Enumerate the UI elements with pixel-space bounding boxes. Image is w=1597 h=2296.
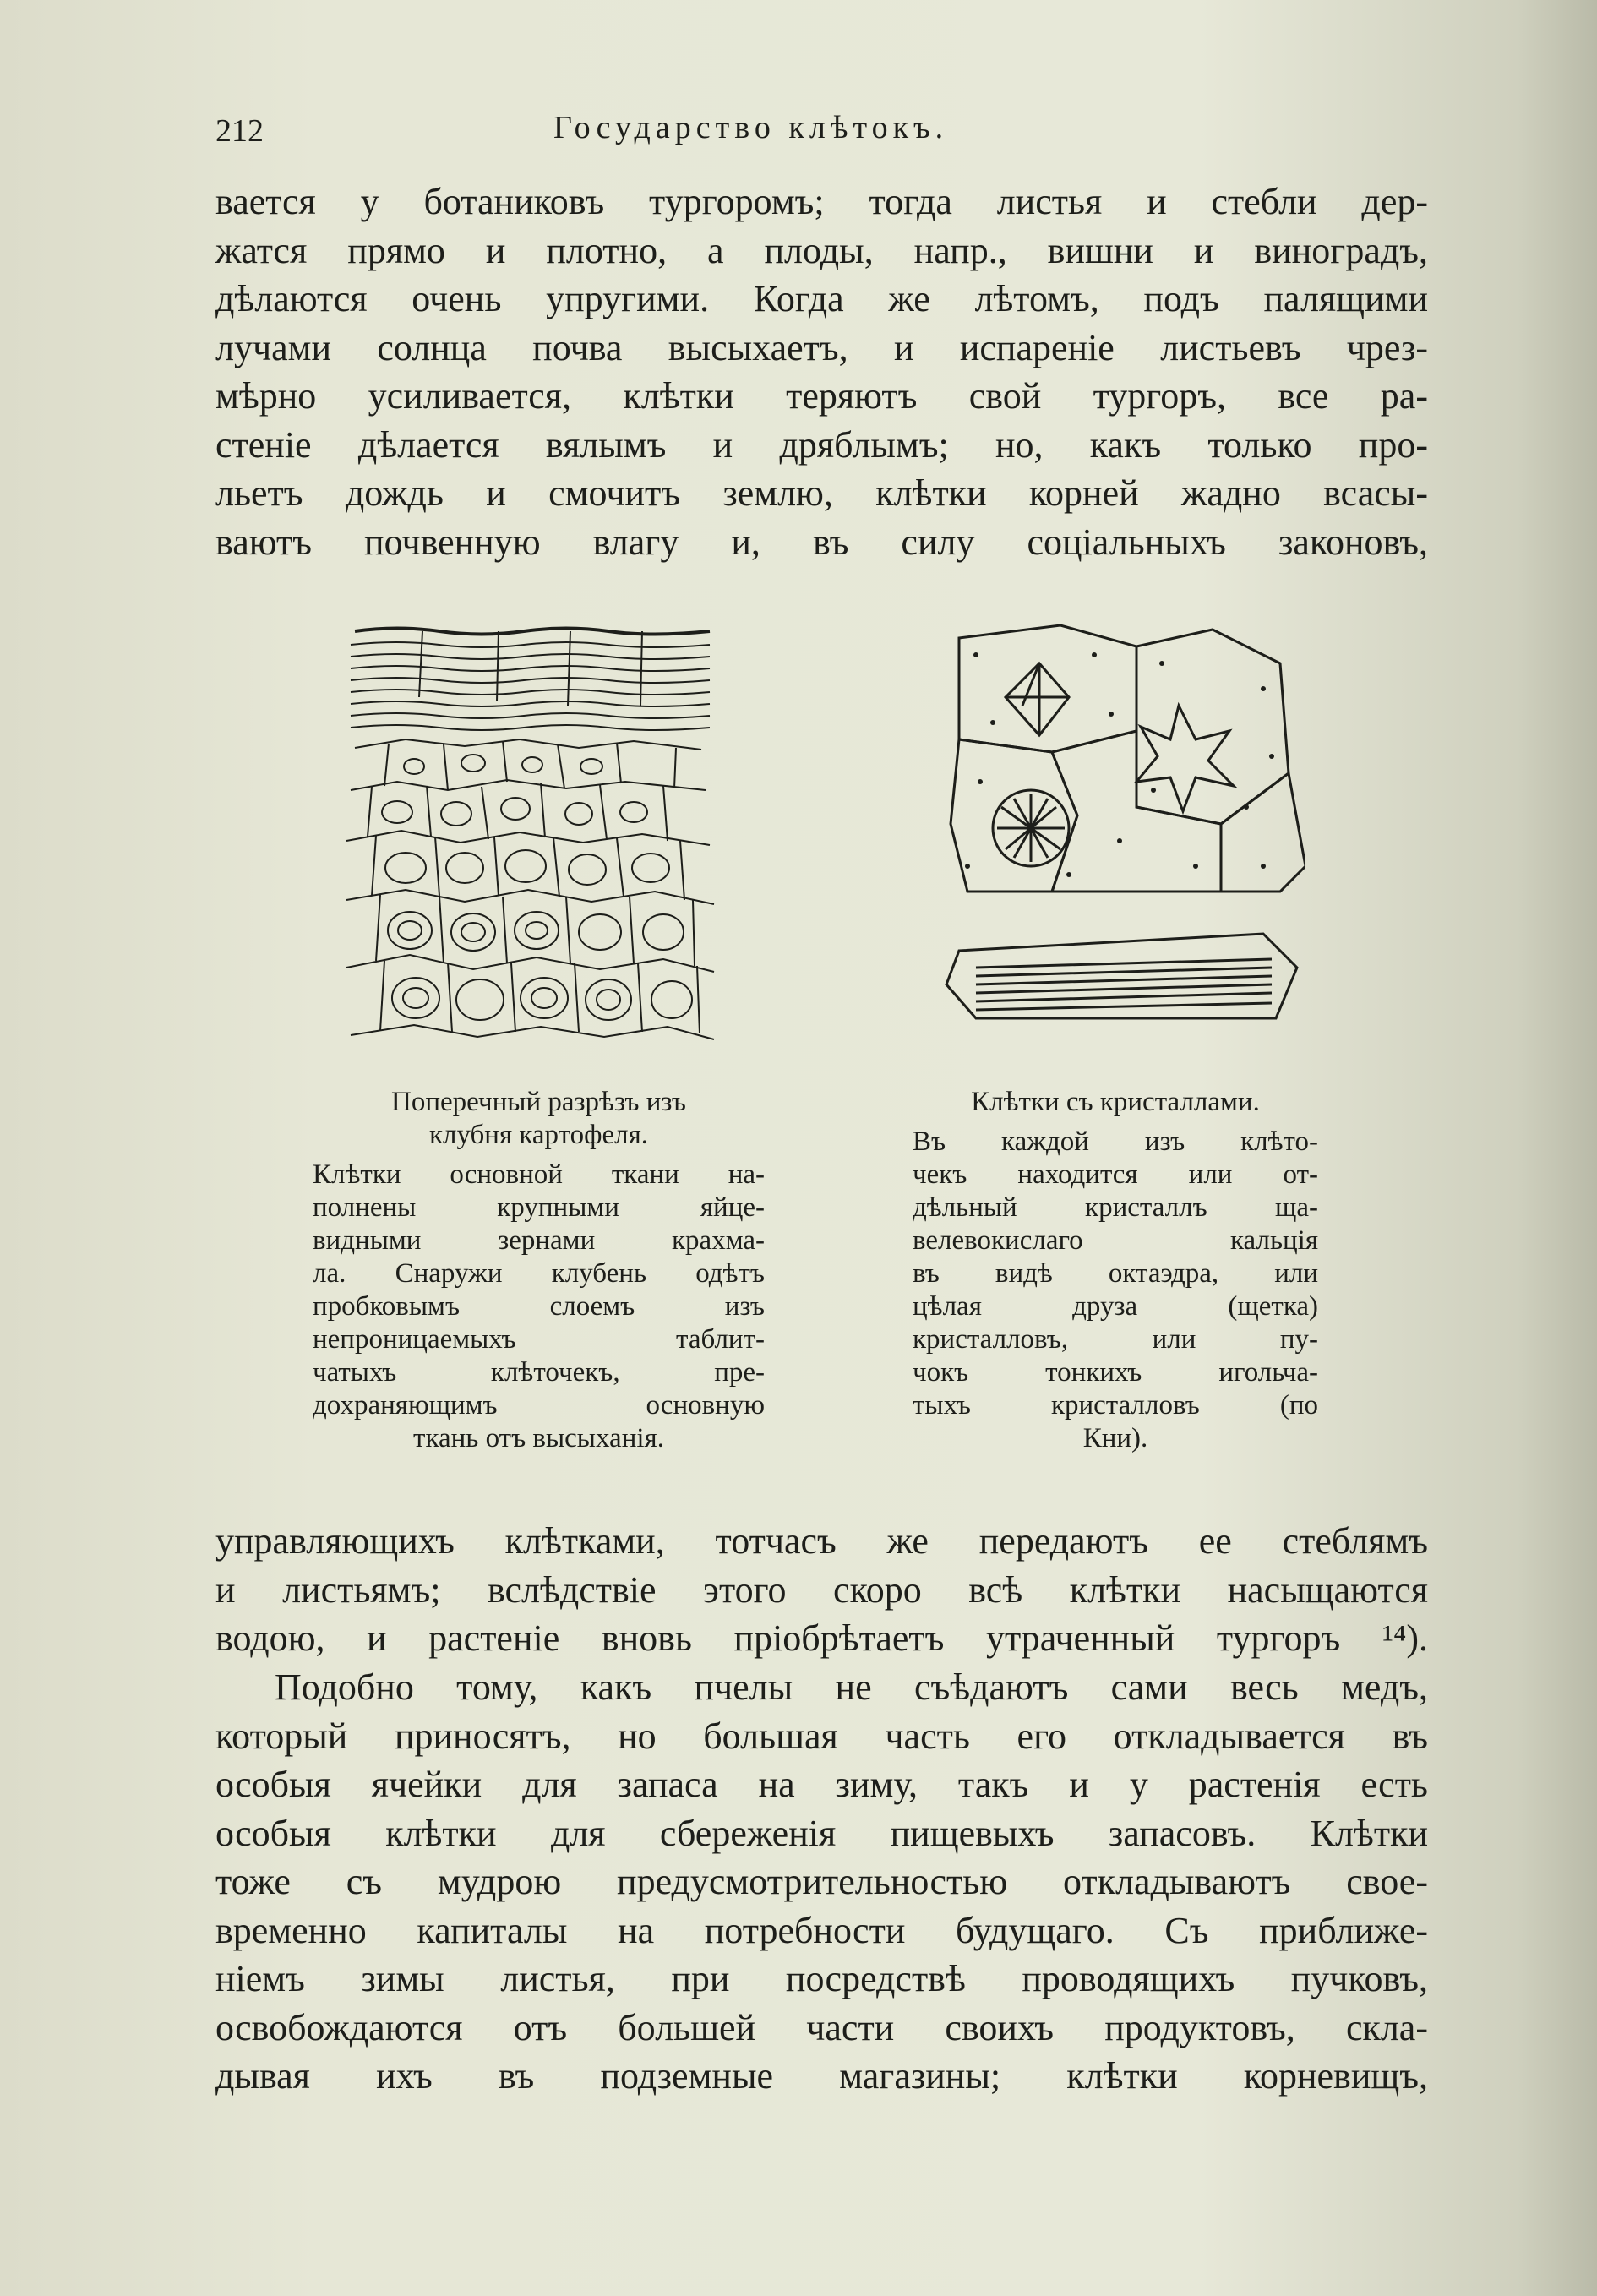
- crystal-cells-illustration: [942, 613, 1305, 1061]
- caption-line: чатыхъ клѣточекъ, пре-: [313, 1357, 765, 1388]
- paragraph-top: [215, 177, 1428, 566]
- running-head: [215, 106, 1428, 156]
- potato-tuber-section-illustration: [338, 621, 727, 1061]
- text-line: мѣрно усиливается, клѣтки теряютъ свой тургоръ, все ра-: [215, 375, 1428, 417]
- caption-line: чекъ находится или от-: [913, 1159, 1318, 1190]
- caption-line: цѣлая друза (щетка): [913, 1291, 1318, 1322]
- text-line: особыя клѣтки для сбереженія пищевыхъ запасовъ. Клѣтки: [215, 1812, 1428, 1854]
- text-line: дѣлаются очень упругими. Когда же лѣтомъ, подъ палящими: [215, 278, 1428, 319]
- text-line: ніемъ зимы листья, при посредствѣ проводящихъ пучковъ,: [215, 1958, 1428, 1999]
- text-line: управляющихъ клѣтками, тотчасъ же передаютъ ее стеблямъ: [215, 1520, 1428, 1562]
- caption-line: чокъ тонкихъ игольча-: [913, 1357, 1318, 1388]
- text-line: жатся прямо и плотно, а плоды, напр., вишни и виноградъ,: [215, 229, 1428, 271]
- caption-line: ла. Снаружи клубень одѣтъ: [313, 1258, 765, 1289]
- text-line: и листьямъ; вслѣдствіе этого скоро всѣ клѣтки насыщаются: [215, 1568, 1428, 1611]
- caption-description: [313, 1159, 765, 1455]
- page-number: 212: [215, 113, 264, 149]
- caption-line: Клѣтки основной ткани на-: [313, 1159, 765, 1190]
- text-line: вается у ботаниковъ тургоромъ; тогда листья и стебли дер-: [215, 181, 1428, 222]
- caption-title: Поперечный разрѣзъ изъ: [391, 1087, 686, 1117]
- caption-line: велевокислаго кальція: [913, 1225, 1318, 1256]
- caption-line: Кни).: [1082, 1423, 1148, 1453]
- caption-line: пробковымъ слоемъ изъ: [313, 1291, 765, 1322]
- caption-line: ткань отъ высыханія.: [413, 1423, 664, 1453]
- caption-line: кристалловъ, или пу-: [913, 1324, 1318, 1355]
- caption-title: Клѣтки съ кристаллами.: [971, 1087, 1260, 1117]
- text-line: тоже съ мудрою предусмотрительностью откладываютъ свое-: [215, 1861, 1428, 1902]
- caption-line: тыхъ кристалловъ (по: [913, 1390, 1318, 1421]
- text-line: освобождаются отъ большей части своихъ продуктовъ, скла-: [215, 2006, 1428, 2048]
- caption-line: дохраняющимъ основную: [313, 1390, 765, 1421]
- text-line: стеніе дѣлается вялымъ и дряблымъ; но, какъ только про-: [215, 423, 1428, 466]
- text-line: дывая ихъ въ подземные магазины; клѣтки корневищъ,: [215, 2055, 1428, 2097]
- caption-line: видными зернами крахма-: [313, 1225, 765, 1256]
- paragraph-bottom: [215, 1663, 1428, 2101]
- caption-title: клубня картофеля.: [428, 1120, 649, 1150]
- caption-line: въ видѣ октаэдра, или: [913, 1258, 1318, 1289]
- paragraph-middle: [215, 1517, 1428, 1663]
- text-line: ваютъ почвенную влагу и, въ силу соціальныхъ законовъ,: [215, 521, 1428, 563]
- text-line: лучами солнца почва высыхаетъ, и испареніе листьевъ чрез-: [215, 326, 1428, 368]
- text-line: льетъ дождь и смочитъ землю, клѣтки корней жадно всасы-: [215, 472, 1428, 514]
- figure-caption-left: [313, 1086, 765, 1455]
- running-title: Государство клѣтокъ.: [553, 110, 949, 145]
- text-line: временно капиталы на потребности будущаго. Съ приближе-: [215, 1909, 1428, 1951]
- caption-line: непроницаемыхъ таблит-: [313, 1324, 765, 1355]
- caption-line: полнены крупными яйце-: [313, 1192, 765, 1223]
- text-line: Подобно тому, какъ пчелы не съѣдаютъ сами весь медъ,: [275, 1666, 1428, 1708]
- text-line: который приносятъ, но большая часть его откладывается въ: [215, 1715, 1428, 1757]
- text-line: особыя ячейки для запаса на зиму, такъ и у растенія есть: [215, 1764, 1428, 1805]
- text-line: водою, и растеніе вновь пріобрѣтаетъ утраченный тургоръ ¹⁴).: [215, 1617, 1428, 1659]
- figure-caption-right: [913, 1086, 1318, 1455]
- caption-description: [913, 1126, 1318, 1455]
- caption-line: дѣльный кристаллъ ща-: [913, 1192, 1318, 1223]
- caption-line: Въ каждой изъ клѣто-: [913, 1126, 1318, 1157]
